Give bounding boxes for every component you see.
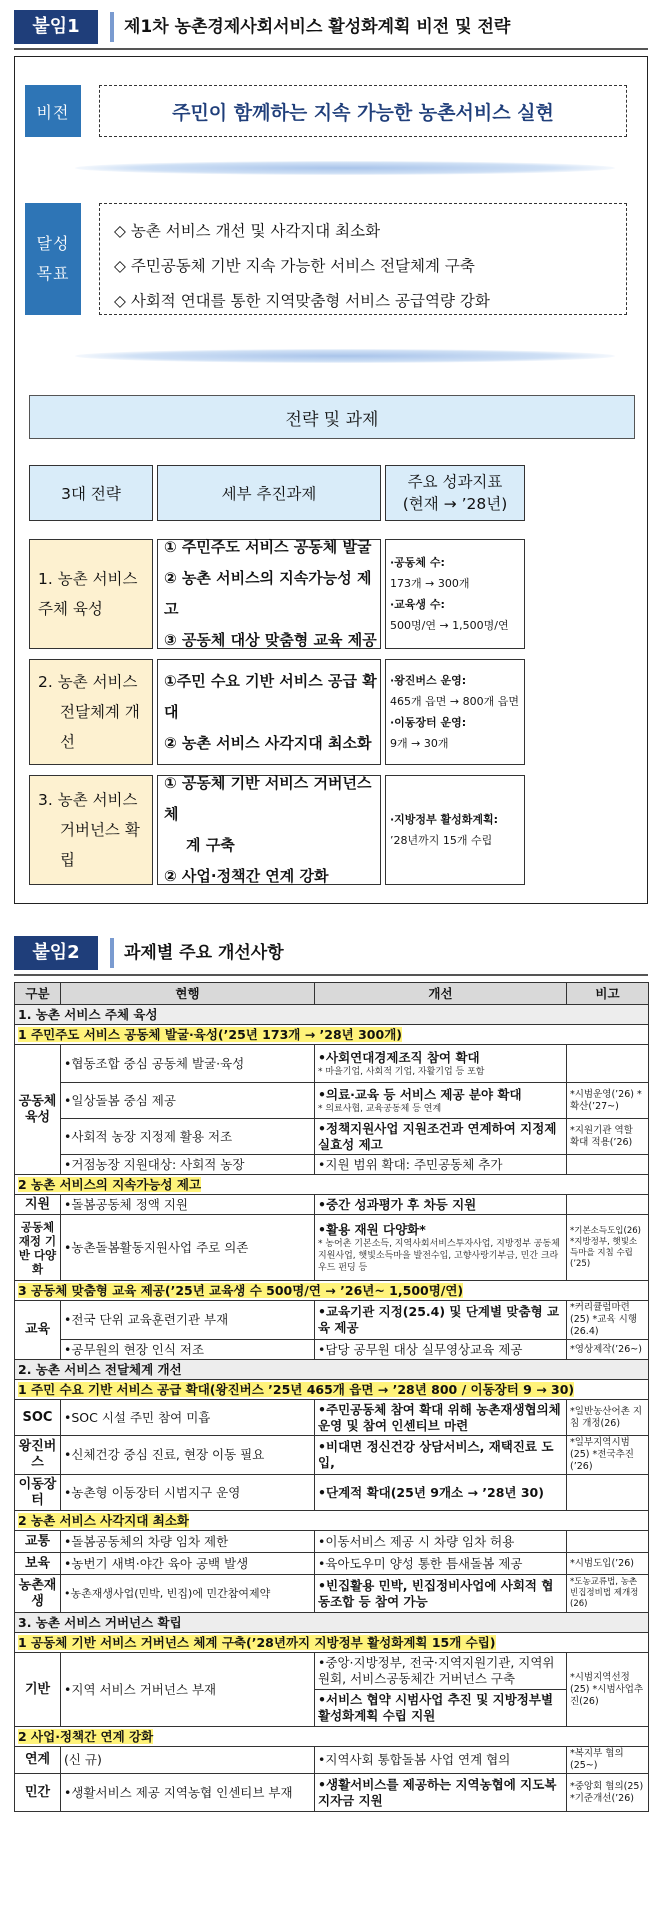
subtask-row: [15, 1281, 649, 1301]
subtask-highlight: 2 사업·정책간 연계 강화: [18, 1728, 154, 1744]
note-cell: *도농교류법, 농촌빈집정비법 제개정(26): [567, 1575, 649, 1613]
task-item: ② 농촌 서비스 사각지대 최소화: [164, 733, 372, 752]
improvement-cell: [315, 1083, 567, 1119]
row-label: SOC: [15, 1400, 61, 1436]
header-improvement: 개선: [315, 983, 567, 1005]
header-category: 구분: [15, 983, 61, 1005]
kpi-label: ·교육생 수:: [390, 598, 445, 611]
improvement-footnote: * 의료사협, 교육공동체 등 연계: [318, 1103, 442, 1114]
strategy-2-line1: 2. 농촌 서비스: [38, 673, 138, 691]
note-cell: *시범지역선정(25) *시범사업추진(26): [567, 1653, 649, 1727]
goal-item: ◇ 사회적 연대를 통한 지역맞춤형 서비스 공급역량 강화: [114, 292, 490, 310]
row-label: 민간: [15, 1774, 61, 1812]
improvement-cell: •담당 공무원 대상 실무영상교육 제공: [315, 1340, 567, 1360]
table-row: [15, 1400, 649, 1436]
note-cell: *일부지역시범(25) *전국추진(’26): [567, 1436, 649, 1475]
improvement-text: •사회연대경제조직 참여 확대: [318, 1049, 480, 1065]
goal-label-line2: 목표: [36, 264, 70, 283]
strategy-title-bar: 전략 및 과제: [29, 395, 635, 439]
improvement-cell: •생활서비스를 제공하는 지역농협에 지도복지자금 지원: [315, 1774, 567, 1812]
improvement-cell: [315, 1653, 567, 1727]
table-row: [15, 1045, 649, 1083]
note-cell: *기본소득도입(26) *지방정부, 햇빛소득마을 지침 수립(’25): [567, 1215, 649, 1281]
attachment2-title: 과제별 주요 개선사항: [124, 943, 284, 963]
note-cell: [567, 1531, 649, 1553]
subtask-highlight: 2 농촌 서비스 사각지대 최소화: [18, 1512, 190, 1528]
current-cell: •농촌재생사업(민박, 빈집)에 민간참여제약: [61, 1575, 315, 1613]
task-item: ① 공동체 기반 서비스 거버넌스 체: [164, 774, 372, 823]
strategy-1-line1: 1. 농촌 서비스: [38, 570, 138, 588]
kpi-value: 9개 → 30개: [390, 737, 449, 750]
note-cell: *시범운영(’26) *확산(’27~): [567, 1083, 649, 1119]
subtask-row: [15, 1380, 649, 1400]
improvement-cell: •비대면 정신건강 상담서비스, 재택진료 도입,: [315, 1436, 567, 1475]
note-cell: *지원기관 역할 확대 적용(’26): [567, 1119, 649, 1155]
header-accent-bar: [110, 12, 114, 42]
improvement-cell: •주민공동체 참여 확대 위해 농촌재생협의체 운영 및 참여 인센티브 마련: [315, 1400, 567, 1436]
note-cell: *시범도입(’26): [567, 1553, 649, 1575]
current-cell: •신체건강 중심 진료, 현장 이동 필요: [61, 1436, 315, 1475]
current-cell: •농촌돌봄활동지원사업 주로 의존: [61, 1215, 315, 1281]
vision-strategy-frame: [14, 56, 648, 904]
goal-item: ◇ 주민공동체 기반 지속 가능한 서비스 전달체계 구축: [114, 257, 475, 275]
kpi-value: ’28년까지 15개 수립: [390, 834, 493, 847]
current-cell: •돌봄공동체의 차량 임차 제한: [61, 1531, 315, 1553]
goal-label: [25, 203, 81, 315]
table-row: [15, 1155, 649, 1175]
note-cell: [567, 1195, 649, 1215]
vision-label-text: 비전: [36, 102, 70, 122]
kpi-label: ·공동체 수:: [390, 556, 445, 569]
current-cell: •농번기 새벽·야간 육아 공백 발생: [61, 1553, 315, 1575]
current-cell: •SOC 시설 주민 참여 미흡: [61, 1400, 315, 1436]
current-cell: •사회적 농장 지정제 활용 저조: [61, 1119, 315, 1155]
goal-item: ◇ 농촌 서비스 개선 및 사각지대 최소화: [114, 222, 381, 240]
row-label: 이동장터: [15, 1475, 61, 1511]
kpi-label: ·왕진버스 운영:: [390, 674, 467, 687]
table-row: [15, 1575, 649, 1613]
subtask-row: [15, 1511, 649, 1531]
task-item-continued: 계 구축: [186, 836, 235, 854]
task-item: ①주민 수요 기반 서비스 공급 확대: [164, 671, 377, 721]
current-cell: (신 규): [61, 1747, 315, 1774]
table-row: [15, 1215, 649, 1281]
improvement-cell: •이동서비스 제공 시 차량 임차 허용: [315, 1531, 567, 1553]
attachment1-tag: 붙임1: [14, 10, 98, 44]
vision-label: [25, 85, 81, 137]
improvement-cell: •지원 범위 확대: 주민공동체 추가: [315, 1155, 567, 1175]
subtask-highlight: 1 주민주도 서비스 공동체 발굴·육성(’25년 173개 → ’28년 300개): [18, 1026, 402, 1042]
subtask-highlight: 3 공동체 맞춤형 교육 제공(’25년 교육생 수 500명/연 → ’26년~ 1,500명/연): [18, 1282, 464, 1298]
subtask-row: [15, 1175, 649, 1195]
note-cell: [567, 1155, 649, 1175]
row-label: 교육: [15, 1301, 61, 1360]
attachment2-header: [14, 936, 648, 976]
kpi-label: ·지방정부 활성화계획:: [390, 813, 499, 826]
row-label: 교통: [15, 1531, 61, 1553]
header-rule: [14, 974, 648, 976]
table-row: [15, 1340, 649, 1360]
kpi-1: [385, 539, 525, 649]
header-rule: [14, 48, 648, 50]
header-note: 비고: [567, 983, 649, 1005]
improvement-footnote: * 농어촌 기본소득, 지역사회서비스투자사업, 지방정부 공동체 지원사업, 햇빛소득마을 발전수입, 고향사랑기부금, 민간 크라우드 펀딩 등: [318, 1238, 560, 1273]
row-label: 공동체 재정 기반 다양화: [15, 1215, 61, 1281]
row-label: 지원: [15, 1195, 61, 1215]
improvement-cell: [315, 1215, 567, 1281]
current-cell: •지역 서비스 거버넌스 부재: [61, 1653, 315, 1727]
row-label: 보육: [15, 1553, 61, 1575]
kpi-value: 173개 → 300개: [390, 577, 470, 590]
improvement-cell: •교육기관 지정(25.4) 및 단계별 맞춤형 교육 제공: [315, 1301, 567, 1340]
strategy-1-line2: 주체 육성: [38, 600, 103, 618]
subtask-highlight: 1 주민 수요 기반 서비스 공급 확대(왕진버스 ’25년 465개 읍면 → ’28년 800 / 이동장터 9 → 30): [18, 1381, 575, 1397]
strategy-2-line2: 전달체계 개선: [60, 703, 140, 751]
attachment1-header: [14, 10, 648, 50]
kpi-value: 465개 읍면 → 800개 읍면: [390, 695, 519, 708]
current-cell: •협동조합 중심 공동체 발굴·육성: [61, 1045, 315, 1083]
table-header-row: [15, 983, 649, 1005]
flow-arrow-band: [75, 349, 615, 363]
improvement-text: •활용 재원 다양화*: [318, 1221, 426, 1237]
strategy-3: [29, 775, 153, 885]
row-label: 연계: [15, 1747, 61, 1774]
note-cell: [567, 1475, 649, 1511]
task-item: ② 농촌 서비스의 지속가능성 제고: [164, 569, 372, 618]
improvement-cell: •육아도우미 양성 통한 틈새돌봄 제공: [315, 1553, 567, 1575]
kpi-2: [385, 659, 525, 765]
improvement-text: •서비스 협약 시범사업 추진 및 지방정부별 활성화계획 수립 지원: [318, 1692, 554, 1723]
tasks-1: [157, 539, 381, 649]
current-cell: •생활서비스 제공 지역농협 인센티브 부재: [61, 1774, 315, 1812]
table-row: [15, 1436, 649, 1475]
improvement-cell: •빈집활용 민박, 빈집정비사업에 사회적 협동조합 등 참여 가능: [315, 1575, 567, 1613]
goal-list: [99, 203, 627, 315]
improvement-text: •중앙·지방정부, 전국·지역지원기관, 지역위원회, 서비스공동체간 거버넌스 구축: [315, 1653, 566, 1690]
tasks-3: [157, 775, 381, 885]
current-cell: •일상돌봄 중심 제공: [61, 1083, 315, 1119]
improvement-cell: •지역사회 통합돌봄 사업 연계 협의: [315, 1747, 567, 1774]
column-header-strategy-text: 3대 전략: [61, 485, 121, 503]
task-item: ① 주민주도 서비스 공동체 발굴: [164, 538, 372, 556]
improvement-table: [14, 982, 649, 1812]
note-cell: *커리큘럼마련(25) *교육 시행(26.4): [567, 1301, 649, 1340]
current-cell: •돌봄공동체 정액 지원: [61, 1195, 315, 1215]
row-label: 왕진버스: [15, 1436, 61, 1475]
row-label: 농촌재생: [15, 1575, 61, 1613]
improvement-cell: •중간 성과평가 후 차등 지원: [315, 1195, 567, 1215]
category-row: 3. 농촌 서비스 거버넌스 확립: [15, 1613, 649, 1633]
table-row: [15, 1083, 649, 1119]
task-item: ③ 공동체 대상 맞춤형 교육 제공: [164, 631, 377, 649]
subtask-row: [15, 1727, 649, 1747]
header-accent-bar: [110, 938, 114, 968]
column-header-tasks: [157, 465, 381, 521]
strategy-2: [29, 659, 153, 765]
subtask-highlight: 1 공동체 기반 서비스 거버넌스 체계 구축(’28년까지 지방정부 활성화계획 15개 수립): [18, 1634, 496, 1650]
table-row: [15, 1774, 649, 1812]
table-row: [15, 1119, 649, 1155]
tasks-2: [157, 659, 381, 765]
row-label: 공동체 육성: [15, 1045, 61, 1175]
column-header-kpi-line2: (현재 → ’28년): [402, 495, 508, 513]
strategy-3-line1: 3. 농촌 서비스: [38, 791, 138, 809]
note-cell: *영상제작(’26~): [567, 1340, 649, 1360]
strategy-3-line2: 거버넌스 확립: [60, 821, 140, 869]
attachment1-title: 제1차 농촌경제사회서비스 활성화계획 비전 및 전략: [124, 17, 511, 37]
improvement-footnote: * 마을기업, 사회적 기업, 자활기업 등 포함: [318, 1066, 485, 1077]
current-cell: •공무원의 현장 인식 저조: [61, 1340, 315, 1360]
kpi-value: 500명/연 → 1,500명/연: [390, 619, 509, 632]
improvement-cell: [315, 1045, 567, 1083]
table-row: [15, 1747, 649, 1774]
table-row: [15, 1553, 649, 1575]
attachment2-tag: 붙임2: [14, 936, 98, 970]
improvement-cell: •정책지원사업 지원조건과 연계하여 지정제 실효성 제고: [315, 1119, 567, 1155]
column-header-tasks-text: 세부 추진과제: [221, 485, 317, 503]
table-row: [15, 1653, 649, 1727]
kpi-label: ·이동장터 운영:: [390, 716, 467, 729]
category-row: 1. 농촌 서비스 주체 육성: [15, 1005, 649, 1025]
column-header-kpi-line1: 주요 성과지표: [407, 473, 503, 491]
table-row: [15, 1195, 649, 1215]
flow-arrow-band: [75, 161, 615, 175]
subtask-highlight: 2 농촌 서비스의 지속가능성 제고: [18, 1176, 202, 1192]
column-header-kpi: [385, 465, 525, 521]
current-cell: •거점농장 지원대상: 사회적 농장: [61, 1155, 315, 1175]
note-cell: *중앙회 협의(25) *기준개선(’26): [567, 1774, 649, 1812]
improvement-cell: •단계적 확대(25년 9개소 → ’28년 30): [315, 1475, 567, 1511]
task-item: ② 사업·정책간 연계 강화: [164, 867, 329, 885]
strategy-1: [29, 539, 153, 649]
subtask-row: [15, 1633, 649, 1653]
note-cell: *복지부 협의(25~): [567, 1747, 649, 1774]
category-row: 2. 농촌 서비스 전달체계 개선: [15, 1360, 649, 1380]
note-cell: *일반농산어촌 지침 개정(26): [567, 1400, 649, 1436]
subtask-row: [15, 1025, 649, 1045]
table-row: [15, 1531, 649, 1553]
vision-statement: 주민이 함께하는 지속 가능한 농촌서비스 실현: [99, 85, 627, 137]
kpi-3: [385, 775, 525, 885]
current-cell: •농촌형 이동장터 시범지구 운영: [61, 1475, 315, 1511]
row-label: 기반: [15, 1653, 61, 1727]
column-header-strategy: [29, 465, 153, 521]
current-cell: •전국 단위 교육훈련기관 부재: [61, 1301, 315, 1340]
header-current: 현행: [61, 983, 315, 1005]
improvement-text: •의료·교육 등 서비스 제공 분야 확대: [318, 1086, 522, 1102]
table-row: [15, 1301, 649, 1340]
goal-label-line1: 달성: [36, 234, 70, 253]
table-row: [15, 1475, 649, 1511]
note-cell: [567, 1045, 649, 1083]
